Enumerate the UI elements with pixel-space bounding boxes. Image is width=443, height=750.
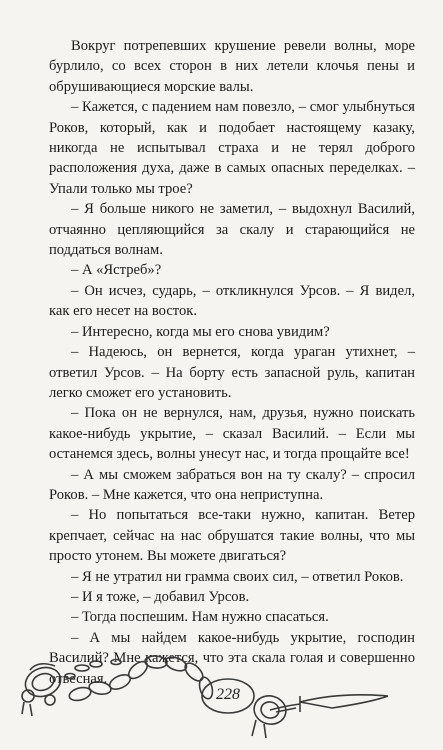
paragraph: – Он исчез, сударь, – откликнулся Урсов. – Я видел, как его несет на восток. [49, 282, 415, 320]
paragraph: – А «Ястреб»? [71, 262, 162, 279]
page-text [49, 36, 415, 689]
paragraph: – Интересно, когда мы его снова увидим? [71, 323, 330, 340]
chain-icon [68, 655, 215, 703]
paragraph: – Тогда поспешим. Нам нужно спасаться. [71, 609, 329, 626]
paragraph: – И я тоже, – добавил Урсов. [71, 588, 250, 605]
dagger-icon [270, 695, 388, 712]
paragraph: – Пока он не вернулся, нам, друзья, нужно поискать какое-нибудь укрытие, – сказал Василий. – Если мы останемся здесь, волны унесут нас, и тогда прощайте все! [49, 405, 415, 463]
paragraph: – Надеюсь, он вернется, когда ураган утихнет, – ответил Урсов. – На борту есть запасной руль, капитан легко сможет его установить. [49, 344, 415, 401]
paragraph: – Я больше никого не заметил, – выдохнул Василий, отчаянно цепляющийся за скалу и старающийся не поддаться волнам. [49, 201, 415, 259]
paragraph: – Но попытаться все-таки нужно, капитан. Ветер крепчает, сейчас на нас обрушатся такие волны, что мы просто утонем. Вы можете двигаться? [49, 507, 415, 565]
paragraph: – А мы сможем забраться вон на ту скалу? – спросил Роков. – Мне кажется, что она неприступна. [49, 466, 415, 503]
left-shackle-icon [21, 663, 64, 716]
paragraph: – Кажется, с падением нам повезло, – смог улыбнуться Роков, который, как и подобает настоящему казаку, никогда не испытывал страха и не терял доброго расположения духа, даже в самых опасных переделках. – Упали только мы трое? [49, 99, 415, 197]
page-number: 228 [216, 686, 240, 703]
paragraph: – Я не утратил ни грамма своих сил, – ответил Роков. [71, 568, 404, 585]
paragraph: Вокруг потрепевших крушение ревели волны, море бурлило, со всех сторон в них летели клочья пены и обрушивающиеся морские валы. [49, 38, 415, 95]
paragraph: – А мы найдем какое-нибудь укрытие, господин Василий? Мне кажется, что эта скала голая и совершенно отвесная. [49, 629, 415, 687]
coins-icon [65, 660, 121, 679]
